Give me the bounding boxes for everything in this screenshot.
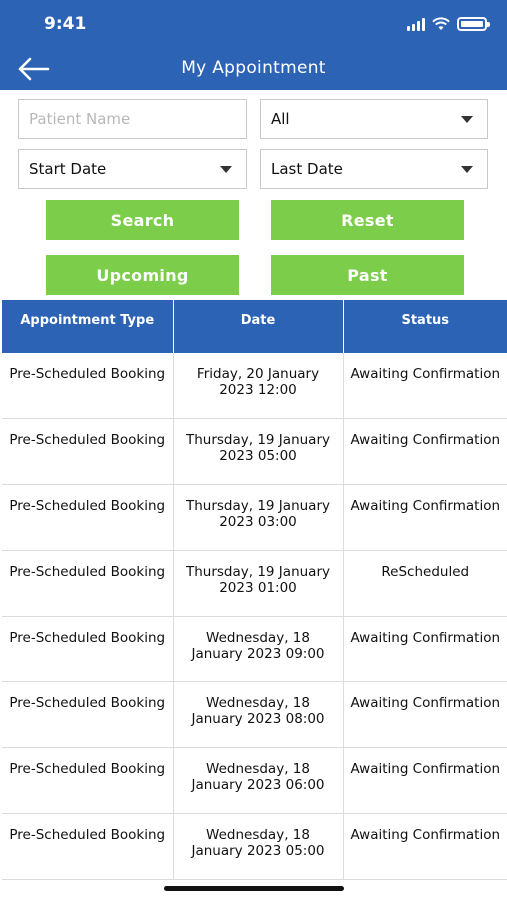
cell-type: Pre-Scheduled Booking — [2, 748, 173, 814]
chevron-down-icon — [220, 166, 232, 173]
table-row[interactable] — [2, 353, 507, 419]
search-button[interactable]: Search — [46, 200, 239, 240]
cell-type: Pre-Scheduled Booking — [2, 814, 173, 880]
wifi-icon — [432, 17, 450, 31]
cell-type: Pre-Scheduled Booking — [2, 550, 173, 616]
cell-date: Thursday, 19 January 2023 03:00 — [173, 485, 343, 551]
cell-status: Awaiting Confirmation — [343, 814, 507, 880]
chevron-down-icon — [461, 166, 473, 173]
status-time: 9:41 — [44, 14, 87, 34]
column-header-type: Appointment Type — [2, 300, 173, 353]
app-header — [0, 0, 507, 90]
last-date-value: Last Date — [271, 160, 343, 178]
cell-date: Thursday, 19 January 2023 01:00 — [173, 550, 343, 616]
start-date-value: Start Date — [29, 160, 107, 178]
chevron-down-icon — [461, 116, 473, 123]
cell-status: Awaiting Confirmation — [343, 485, 507, 551]
patient-name-field[interactable] — [18, 99, 247, 139]
signal-icon — [407, 18, 425, 31]
table-row[interactable] — [2, 682, 507, 748]
cell-type: Pre-Scheduled Booking — [2, 485, 173, 551]
cell-date: Wednesday, 18 January 2023 05:00 — [173, 814, 343, 880]
cell-type: Pre-Scheduled Booking — [2, 682, 173, 748]
cell-type: Pre-Scheduled Booking — [2, 616, 173, 682]
status-bar — [0, 0, 507, 48]
cell-status: Awaiting Confirmation — [343, 682, 507, 748]
cell-type: Pre-Scheduled Booking — [2, 419, 173, 485]
upcoming-button[interactable]: Upcoming — [46, 255, 239, 295]
column-header-date: Date — [173, 300, 343, 353]
cell-status: Awaiting Confirmation — [343, 616, 507, 682]
cell-status: Awaiting Confirmation — [343, 419, 507, 485]
table-row[interactable] — [2, 419, 507, 485]
cell-date: Wednesday, 18 January 2023 06:00 — [173, 748, 343, 814]
cell-date: Friday, 20 January 2023 12:00 — [173, 353, 343, 419]
table-row[interactable] — [2, 748, 507, 814]
table-row[interactable] — [2, 550, 507, 616]
page-title: My Appointment — [181, 58, 326, 78]
cell-status: Awaiting Confirmation — [343, 353, 507, 419]
cell-date: Wednesday, 18 January 2023 08:00 — [173, 682, 343, 748]
status-icons — [407, 16, 487, 32]
table-row[interactable] — [2, 814, 507, 880]
table-row[interactable] — [2, 616, 507, 682]
patient-name-input[interactable] — [29, 110, 246, 128]
cell-status: ReScheduled — [343, 550, 507, 616]
column-header-status: Status — [343, 300, 507, 353]
battery-icon — [457, 17, 487, 31]
past-button[interactable]: Past — [271, 255, 464, 295]
last-date-select[interactable] — [260, 149, 488, 189]
type-select-value: All — [271, 110, 290, 128]
reset-button[interactable]: Reset — [271, 200, 464, 240]
appointments-table — [2, 300, 507, 880]
cell-type: Pre-Scheduled Booking — [2, 353, 173, 419]
start-date-select[interactable] — [18, 149, 247, 189]
home-indicator[interactable] — [164, 886, 344, 891]
type-select[interactable] — [260, 99, 488, 139]
cell-status: Awaiting Confirmation — [343, 748, 507, 814]
cell-date: Thursday, 19 January 2023 05:00 — [173, 419, 343, 485]
table-row[interactable] — [2, 485, 507, 551]
table-header-row — [2, 300, 507, 353]
cell-date: Wednesday, 18 January 2023 09:00 — [173, 616, 343, 682]
